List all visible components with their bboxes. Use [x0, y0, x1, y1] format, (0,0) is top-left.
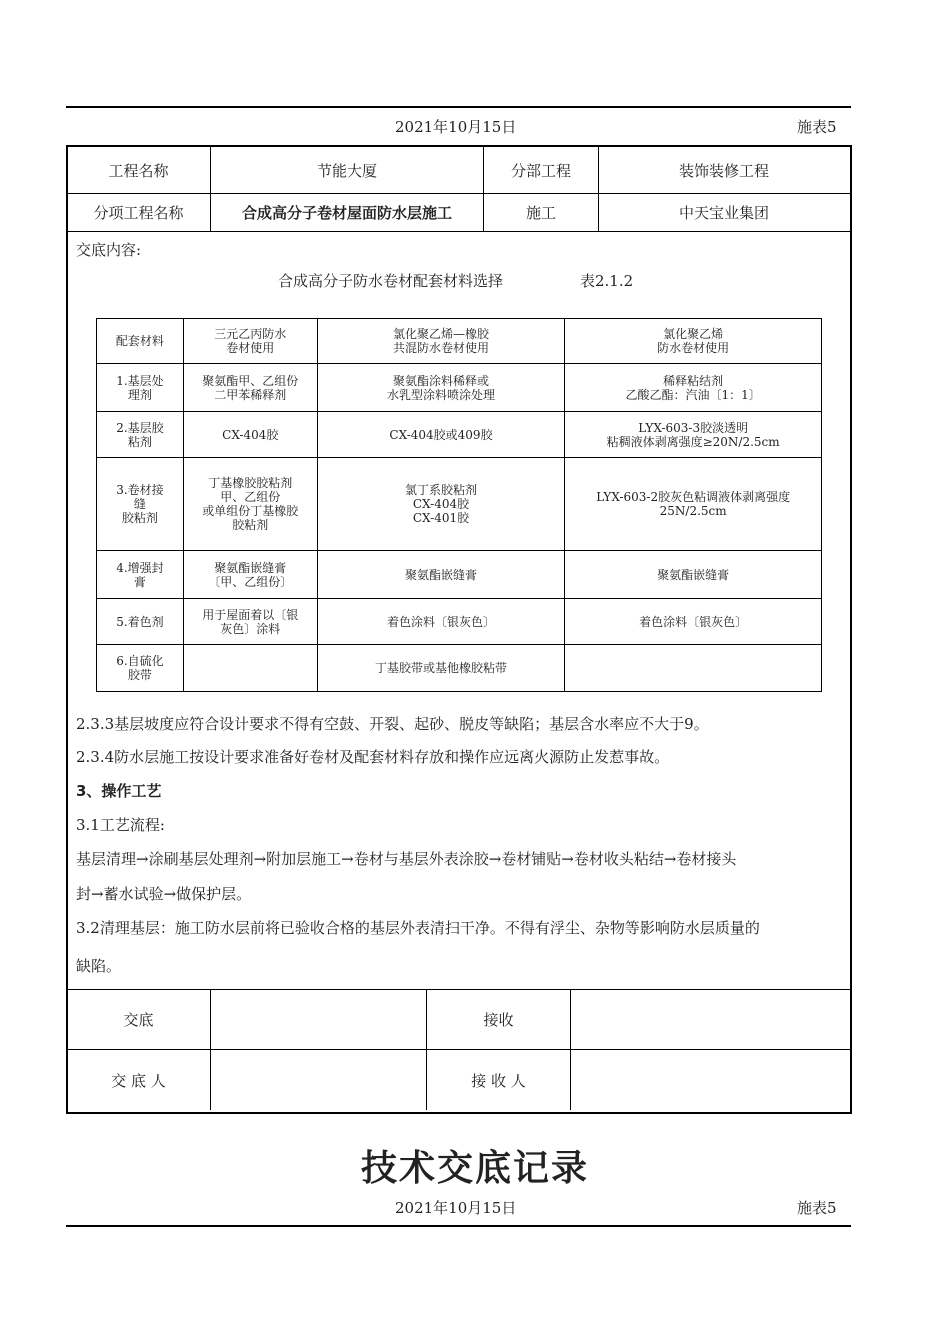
table-row: [97, 599, 822, 645]
table-header-row: [97, 319, 822, 364]
paragraph-3-1: 3.1工艺流程:: [76, 816, 165, 834]
materials-table: [96, 318, 822, 692]
table-cell: 5.着色剂: [97, 599, 184, 645]
next-header-date: 2021年10月15日: [395, 1199, 517, 1217]
table-cell: 稀释粘结剂 乙酸乙酯：汽油〔1：1〕: [565, 364, 822, 412]
construction-value: 中天宝业集团: [678, 204, 769, 222]
header-cell: 配套材料: [97, 319, 184, 364]
table-row: [97, 458, 822, 551]
header-cell: 三元乙丙防水 卷材使用: [183, 319, 317, 364]
header-cell: 氯化聚乙烯 防水卷材使用: [565, 319, 822, 364]
paragraph-3-2: 3.2清理基层：施工防水层前将已验收合格的基层外表清扫干净。不得有浮尘、杂物等影响防水层质量的: [76, 919, 760, 937]
process-flow-line-1: 基层清理→涂刷基层处理剂→附加层施工→卷材与基层外表涂胶→卷材铺贴→卷材收头粘结→卷材接头: [76, 850, 737, 868]
table-row: [97, 412, 822, 458]
table-number: 表2.1.2: [580, 272, 634, 290]
table-cell: LYX-603-2胶灰色粘调液体剥离强度 25N/2.5cm: [565, 458, 822, 551]
document-title: 技术交底记录: [360, 1148, 589, 1189]
receive-label: 接收: [483, 1011, 514, 1029]
project-name-label: 工程名称: [108, 161, 169, 180]
table-cell: 用于屋面着以〔银 灰色〕涂料: [183, 599, 317, 645]
content-label: 交底内容:: [76, 241, 142, 259]
table-cell: 2.基层胶 粘剂: [97, 412, 184, 458]
table-cell: 聚氨酯甲、乙组份 二甲苯稀释剂: [183, 364, 317, 412]
handover-person-field[interactable]: [211, 1050, 426, 1110]
table-cell: 4.增强封 膏: [97, 551, 184, 599]
bottom-rule: [66, 1225, 851, 1227]
section-heading: 3、操作工艺: [76, 782, 162, 800]
table-cell: CX-404胶或409胶: [317, 412, 565, 458]
table-row: [97, 364, 822, 412]
division-label: 分部工程: [510, 161, 571, 180]
table-cell: LYX-603-3胶淡透明 粘稠液体剥离强度≥20N/2.5cm: [565, 412, 822, 458]
table-cell: 丁基橡胶胶粘剂 甲、乙组份 或单组份丁基橡胶 胶粘剂: [183, 458, 317, 551]
receive-field[interactable]: [571, 990, 849, 1049]
table-cell: 6.自硫化 胶带: [97, 645, 184, 692]
table-cell: 3.卷材接 缝 胶粘剂: [97, 458, 184, 551]
receive-person-field[interactable]: [571, 1050, 849, 1110]
paragraph-2-3-3: 2.3.3基层坡度应符合设计要求不得有空鼓、开裂、起砂、脱皮等缺陷；基层含水率应不大于9。: [76, 715, 709, 733]
handover-person-label: 交 底 人: [111, 1071, 166, 1090]
header-date: 2021年10月15日: [395, 118, 517, 136]
table-row: [97, 645, 822, 692]
handover-field[interactable]: [211, 990, 426, 1049]
table-cell: CX-404胶: [183, 412, 317, 458]
table-cell: 聚氨酯涂料稀释或 水乳型涂料喷涂处理: [317, 364, 565, 412]
project-name: 节能大厦: [316, 161, 377, 180]
process-flow-line-2: 封→蓄水试验→做保护层。: [76, 885, 252, 903]
next-form-number: 施表5: [797, 1199, 837, 1217]
subitem-value: 合成高分子卷材屋面防水层施工: [241, 204, 452, 222]
table-cell: 聚氨酯嵌缝膏 〔甲、乙组份〕: [183, 551, 317, 599]
header-cell: 氯化聚乙烯—橡胶 共混防水卷材使用: [317, 319, 565, 364]
table-row: [97, 551, 822, 599]
row-divider: [66, 231, 850, 232]
table-caption: 合成高分子防水卷材配套材料选择: [278, 272, 504, 290]
construction-label: 施工: [525, 204, 556, 222]
top-rule: [66, 106, 851, 108]
handover-label: 交底: [123, 1011, 154, 1029]
table-cell: [183, 645, 317, 692]
table-cell: 着色涂料〔银灰色〕: [317, 599, 565, 645]
form-number: 施表5: [797, 118, 837, 136]
table-cell: 1.基层处 理剂: [97, 364, 184, 412]
receive-person-label: 接 收 人: [471, 1071, 526, 1090]
table-cell: 氯丁系胶粘剂 CX-404胶 CX-401胶: [317, 458, 565, 551]
table-cell: 丁基胶带或基他橡胶粘带: [317, 645, 565, 692]
paragraph-3-2-cont: 缺陷。: [76, 957, 122, 975]
table-cell: 着色涂料〔银灰色〕: [565, 599, 822, 645]
table-cell: 聚氨酯嵌缝膏: [565, 551, 822, 599]
subitem-label: 分项工程名称: [93, 204, 184, 222]
paragraph-2-3-4: 2.3.4防水层施工按设计要求准备好卷材及配套材料存放和操作应远离火源防止发惹事故。: [76, 748, 670, 766]
table-cell: 聚氨酯嵌缝膏: [317, 551, 565, 599]
division-value: 装饰装修工程: [678, 161, 769, 180]
table-cell: [565, 645, 822, 692]
